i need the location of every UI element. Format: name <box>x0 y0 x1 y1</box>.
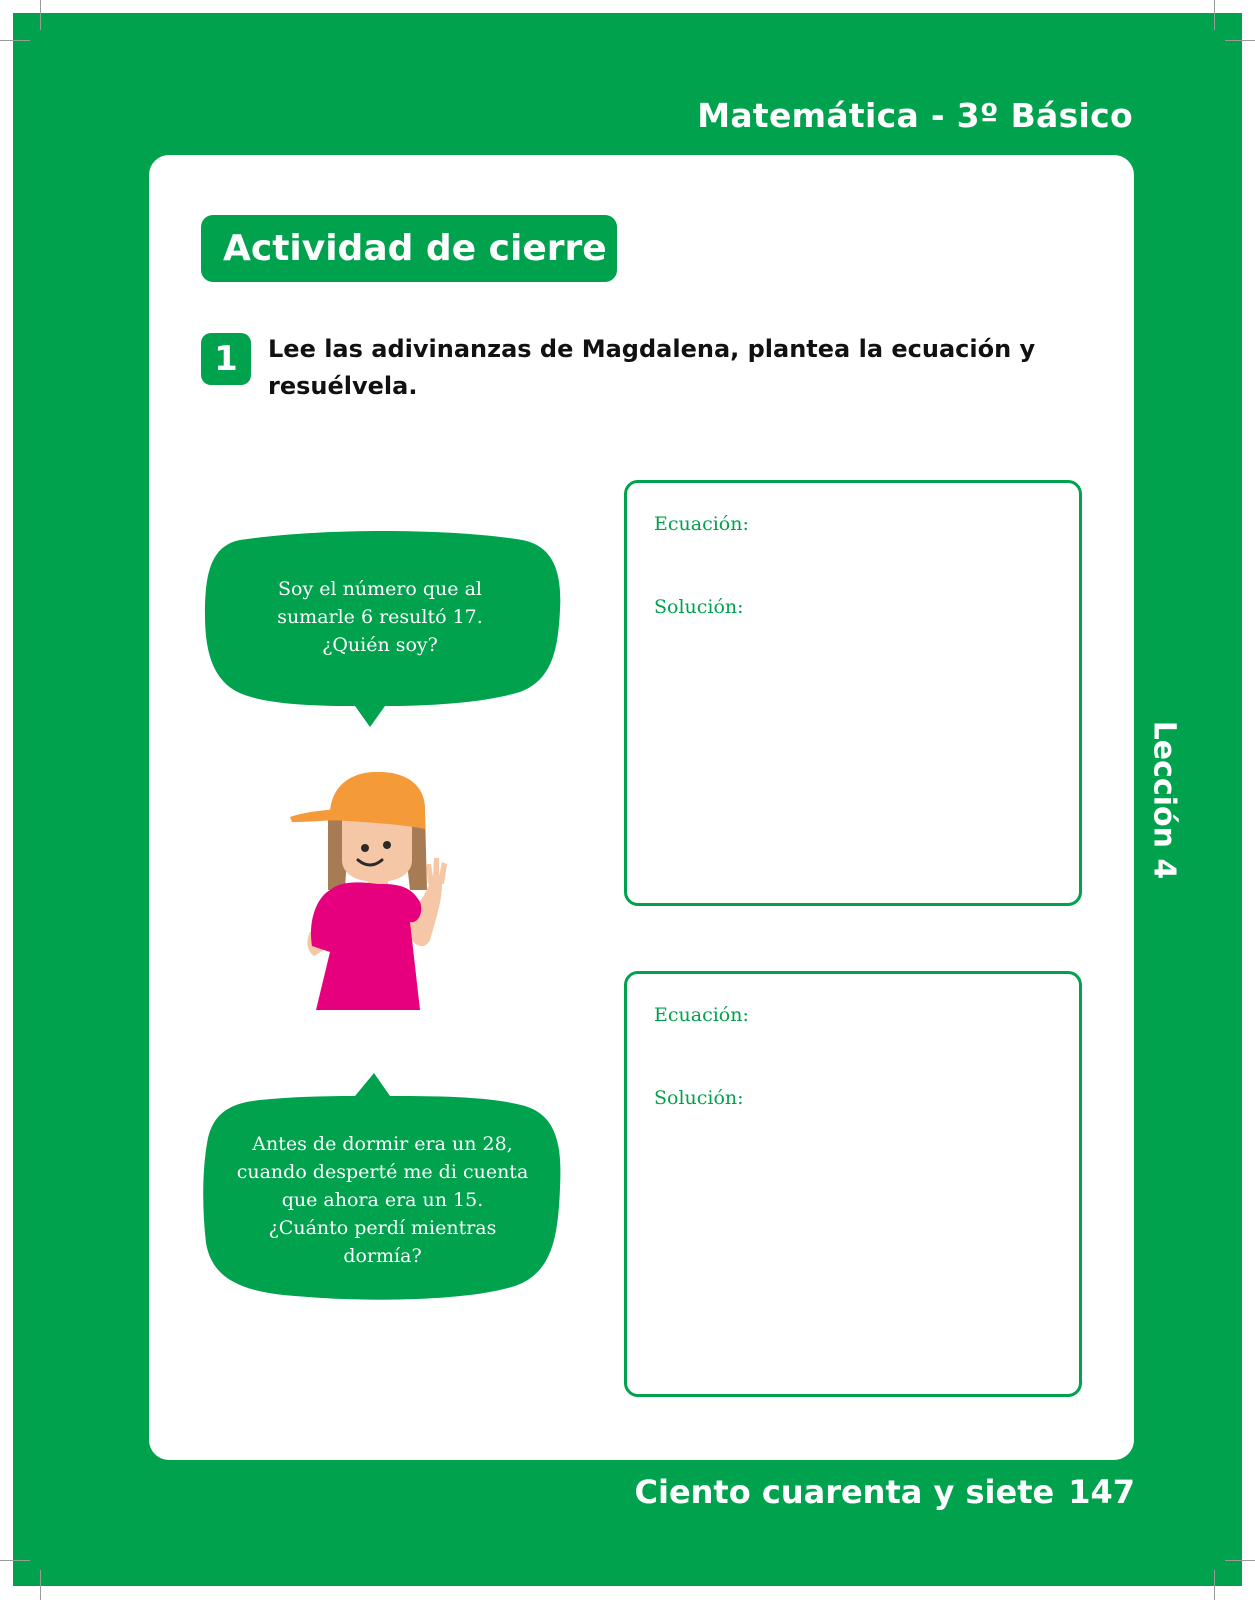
crop-mark-bottom-left-h <box>0 1560 30 1561</box>
lesson-label: Lección 4 <box>1146 720 1182 880</box>
page-footer <box>634 1473 1135 1511</box>
crop-mark-bottom-right-v <box>1214 1570 1215 1600</box>
riddle-1-line-2: sumarle 6 resultó 17. <box>277 606 483 628</box>
crop-mark-top-left-v <box>40 0 41 30</box>
page-number-words: Ciento cuarenta y siete <box>634 1473 1055 1511</box>
solution-label: Solución: <box>654 1087 744 1109</box>
crop-mark-top-right-v <box>1214 0 1215 30</box>
riddle-1-line-3: ¿Quién soy? <box>322 634 438 656</box>
riddle-2-line-2: cuando desperté me di cuenta <box>236 1161 529 1183</box>
magdalena-illustration <box>290 772 470 1022</box>
answer-box-2[interactable] <box>624 971 1082 1397</box>
subject-header: Matemática - 3º Básico <box>697 96 1133 135</box>
riddle-2-line-4: ¿Cuánto perdí mientras <box>268 1217 497 1239</box>
crop-mark-top-left-h <box>0 40 30 41</box>
riddle-2-line-3: que ahora era un 15. <box>281 1189 484 1211</box>
riddle-1-line-1: Soy el número que al <box>278 578 482 600</box>
riddle-2-text <box>215 1130 550 1270</box>
lesson-side-tab <box>1134 705 1194 895</box>
page-number: 147 <box>1068 1473 1135 1511</box>
equation-label: Ecuación: <box>654 513 749 535</box>
solution-label: Solución: <box>654 596 744 618</box>
riddle-2-line-1: Antes de dormir era un 28, <box>252 1133 513 1155</box>
crop-mark-bottom-right-h <box>1225 1560 1255 1561</box>
crop-mark-top-right-h <box>1225 40 1255 41</box>
equation-label: Ecuación: <box>654 1004 749 1026</box>
exercise-number-badge: 1 <box>201 333 251 385</box>
answer-box-1[interactable] <box>624 480 1082 906</box>
riddle-1-text <box>220 575 540 659</box>
riddle-2-line-5: dormía? <box>343 1245 422 1267</box>
section-tag: Actividad de cierre <box>201 215 617 282</box>
crop-mark-bottom-left-v <box>40 1570 41 1600</box>
exercise-instruction: Lee las adivinanzas de Magdalena, plantea la ecuación y resuélvela. <box>268 335 1036 400</box>
